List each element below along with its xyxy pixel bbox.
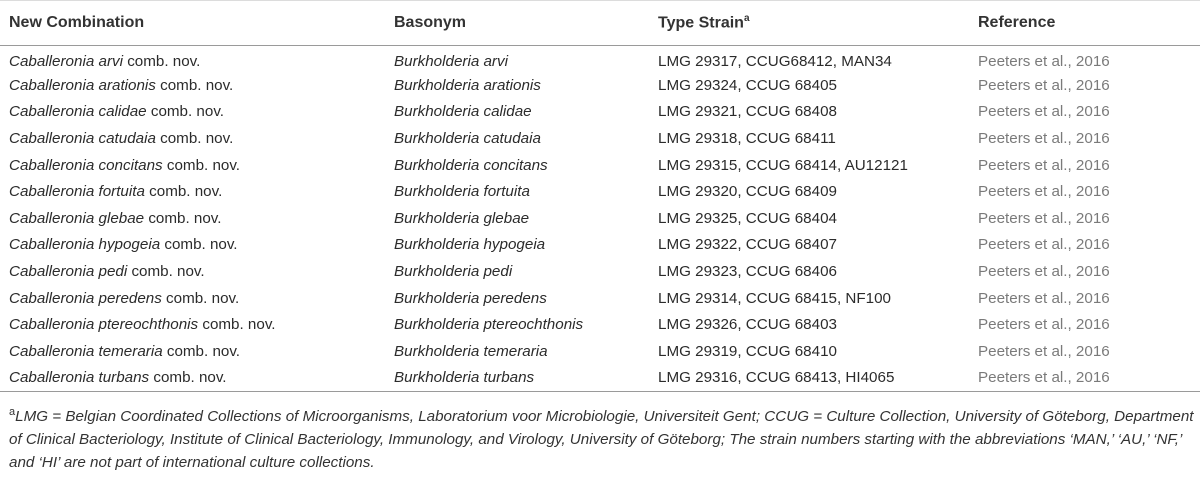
table-row <box>0 338 1200 365</box>
cell-basonym: Burkholderia ptereochthonis <box>394 316 584 334</box>
header-type-strain <box>649 1 969 46</box>
cell-basonym: Burkholderia hypogeia <box>394 236 546 254</box>
cell-type-strain: LMG 29323, CCUG 68406 <box>658 263 837 281</box>
table-row <box>0 72 1200 99</box>
cell-basonym: Burkholderia temeraria <box>394 342 548 360</box>
cell-new-combination <box>0 178 385 205</box>
cell-type-strain: LMG 29325, CCUG 68404 <box>658 209 837 227</box>
table-row <box>0 46 1200 73</box>
cell-reference-link[interactable]: Peeters et al., 2016 <box>978 103 1110 121</box>
species-name: Caballeronia calidae <box>9 103 147 121</box>
species-name: Caballeronia hypogeia <box>9 236 161 254</box>
cell-reference-link[interactable]: Peeters et al., 2016 <box>978 209 1110 227</box>
table-row <box>0 232 1200 259</box>
table-row <box>0 311 1200 338</box>
cell-type-strain: LMG 29316, CCUG 68413, HI4065 <box>658 369 895 387</box>
cell-basonym: Burkholderia turbans <box>394 369 535 387</box>
cell-type-strain: LMG 29321, CCUG 68408 <box>658 103 837 121</box>
cell-basonym: Burkholderia fortuita <box>394 183 530 201</box>
comb-nov-suffix: comb. nov. <box>198 316 276 334</box>
header-type-strain-label: Type Strain <box>658 14 744 32</box>
comb-nov-suffix: comb. nov. <box>162 156 241 174</box>
cell-reference-link[interactable]: Peeters et al., 2016 <box>978 52 1110 70</box>
cell-reference-link[interactable]: Peeters et al., 2016 <box>978 76 1110 94</box>
cell-reference-link[interactable]: Peeters et al., 2016 <box>978 316 1110 334</box>
cell-new-combination <box>0 365 385 392</box>
cell-type-strain: LMG 29322, CCUG 68407 <box>658 236 837 254</box>
cell-type-strain: LMG 29324, CCUG 68405 <box>658 76 837 94</box>
comb-nov-suffix: comb. nov. <box>149 369 227 387</box>
cell-basonym: Burkholderia catudaia <box>394 130 541 148</box>
species-name: Caballeronia concitans <box>9 156 163 174</box>
species-name: Caballeronia pedi <box>9 263 128 281</box>
cell-new-combination <box>0 72 385 99</box>
comb-nov-suffix: comb. nov. <box>155 76 234 94</box>
comb-nov-suffix: comb. nov. <box>146 103 225 121</box>
cell-new-combination <box>0 205 385 232</box>
table-row <box>0 365 1200 392</box>
cell-reference-link[interactable]: Peeters et al., 2016 <box>978 156 1110 174</box>
comb-nov-suffix: comb. nov. <box>161 289 240 307</box>
header-reference: Reference <box>969 1 1200 46</box>
footnote-marker: a <box>9 405 16 418</box>
cell-new-combination <box>0 125 385 152</box>
table-row <box>0 152 1200 179</box>
cell-new-combination <box>0 258 385 285</box>
cell-reference-link[interactable]: Peeters et al., 2016 <box>978 289 1110 307</box>
cell-new-combination <box>0 152 385 179</box>
cell-basonym: Burkholderia peredens <box>394 289 547 307</box>
cell-type-strain: LMG 29326, CCUG 68403 <box>658 316 837 334</box>
footnote-text: LMG = Belgian Coordinated Collections of Microorganisms, Laboratorium voor Microbiologie, Universiteit Gent; CCUG = Culture Collection, University of Göteborg, Department of Clinical Bacteriology, Institute of Clinical Bacteriology, Immunology, and Virology, University of Göteborg; The strain numbers starting with the abbreviations ‘MAN,’ ‘AU,’ ‘NF,’ and ‘HI’ are not part of international culture collections. <box>9 408 1194 471</box>
cell-type-strain: LMG 29317, CCUG68412, MAN34 <box>658 52 892 70</box>
species-name: Caballeronia turbans <box>9 369 150 387</box>
cell-reference-link[interactable]: Peeters et al., 2016 <box>978 236 1110 254</box>
comb-nov-suffix: comb. nov. <box>122 52 201 70</box>
cell-new-combination <box>0 232 385 259</box>
cell-reference-link[interactable]: Peeters et al., 2016 <box>978 130 1110 148</box>
table-body <box>0 46 1200 392</box>
header-basonym: Basonym <box>385 1 649 46</box>
species-name: Caballeronia glebae <box>9 209 145 227</box>
cell-basonym: Burkholderia pedi <box>394 263 513 281</box>
comb-nov-suffix: comb. nov. <box>127 263 205 281</box>
comb-nov-suffix: comb. nov. <box>160 236 238 254</box>
cell-basonym: Burkholderia glebae <box>394 209 530 227</box>
comb-nov-suffix: comb. nov. <box>144 183 223 201</box>
cell-reference-link[interactable]: Peeters et al., 2016 <box>978 369 1110 387</box>
cell-new-combination <box>0 46 385 73</box>
comb-nov-suffix: comb. nov. <box>155 130 234 148</box>
cell-new-combination <box>0 99 385 126</box>
cell-basonym: Burkholderia arationis <box>394 76 541 94</box>
cell-reference-link[interactable]: Peeters et al., 2016 <box>978 342 1110 360</box>
cell-basonym: Burkholderia concitans <box>394 156 548 174</box>
species-name: Caballeronia ptereochthonis <box>9 316 199 334</box>
header-new-combination: New Combination <box>0 1 385 46</box>
cell-new-combination <box>0 338 385 365</box>
cell-type-strain: LMG 29319, CCUG 68410 <box>658 342 837 360</box>
table-row <box>0 99 1200 126</box>
table-row <box>0 178 1200 205</box>
cell-new-combination <box>0 285 385 312</box>
species-name: Caballeronia catudaia <box>9 130 156 148</box>
table-row <box>0 285 1200 312</box>
species-name: Caballeronia arationis <box>9 76 156 94</box>
cell-reference-link[interactable]: Peeters et al., 2016 <box>978 183 1110 201</box>
cell-new-combination <box>0 311 385 338</box>
species-name: Caballeronia peredens <box>9 289 162 307</box>
cell-basonym: Burkholderia calidae <box>394 103 532 121</box>
table-row <box>0 258 1200 285</box>
comb-nov-suffix: comb. nov. <box>144 209 222 227</box>
cell-type-strain: LMG 29318, CCUG 68411 <box>658 130 836 148</box>
comb-nov-suffix: comb. nov. <box>162 342 241 360</box>
table-row <box>0 205 1200 232</box>
table-footnote <box>9 405 1194 474</box>
species-name: Caballeronia arvi <box>9 52 123 70</box>
cell-type-strain: LMG 29315, CCUG 68414, AU12121 <box>658 156 908 174</box>
table-row <box>0 125 1200 152</box>
cell-type-strain: LMG 29314, CCUG 68415, NF100 <box>658 289 891 307</box>
species-name: Caballeronia temeraria <box>9 342 163 360</box>
header-row <box>0 1 1200 46</box>
header-type-strain-footnote-marker: a <box>743 13 750 25</box>
cell-reference-link[interactable]: Peeters et al., 2016 <box>978 263 1110 281</box>
cell-basonym: Burkholderia arvi <box>394 52 508 70</box>
cell-type-strain: LMG 29320, CCUG 68409 <box>658 183 837 201</box>
species-name: Caballeronia fortuita <box>9 183 145 201</box>
